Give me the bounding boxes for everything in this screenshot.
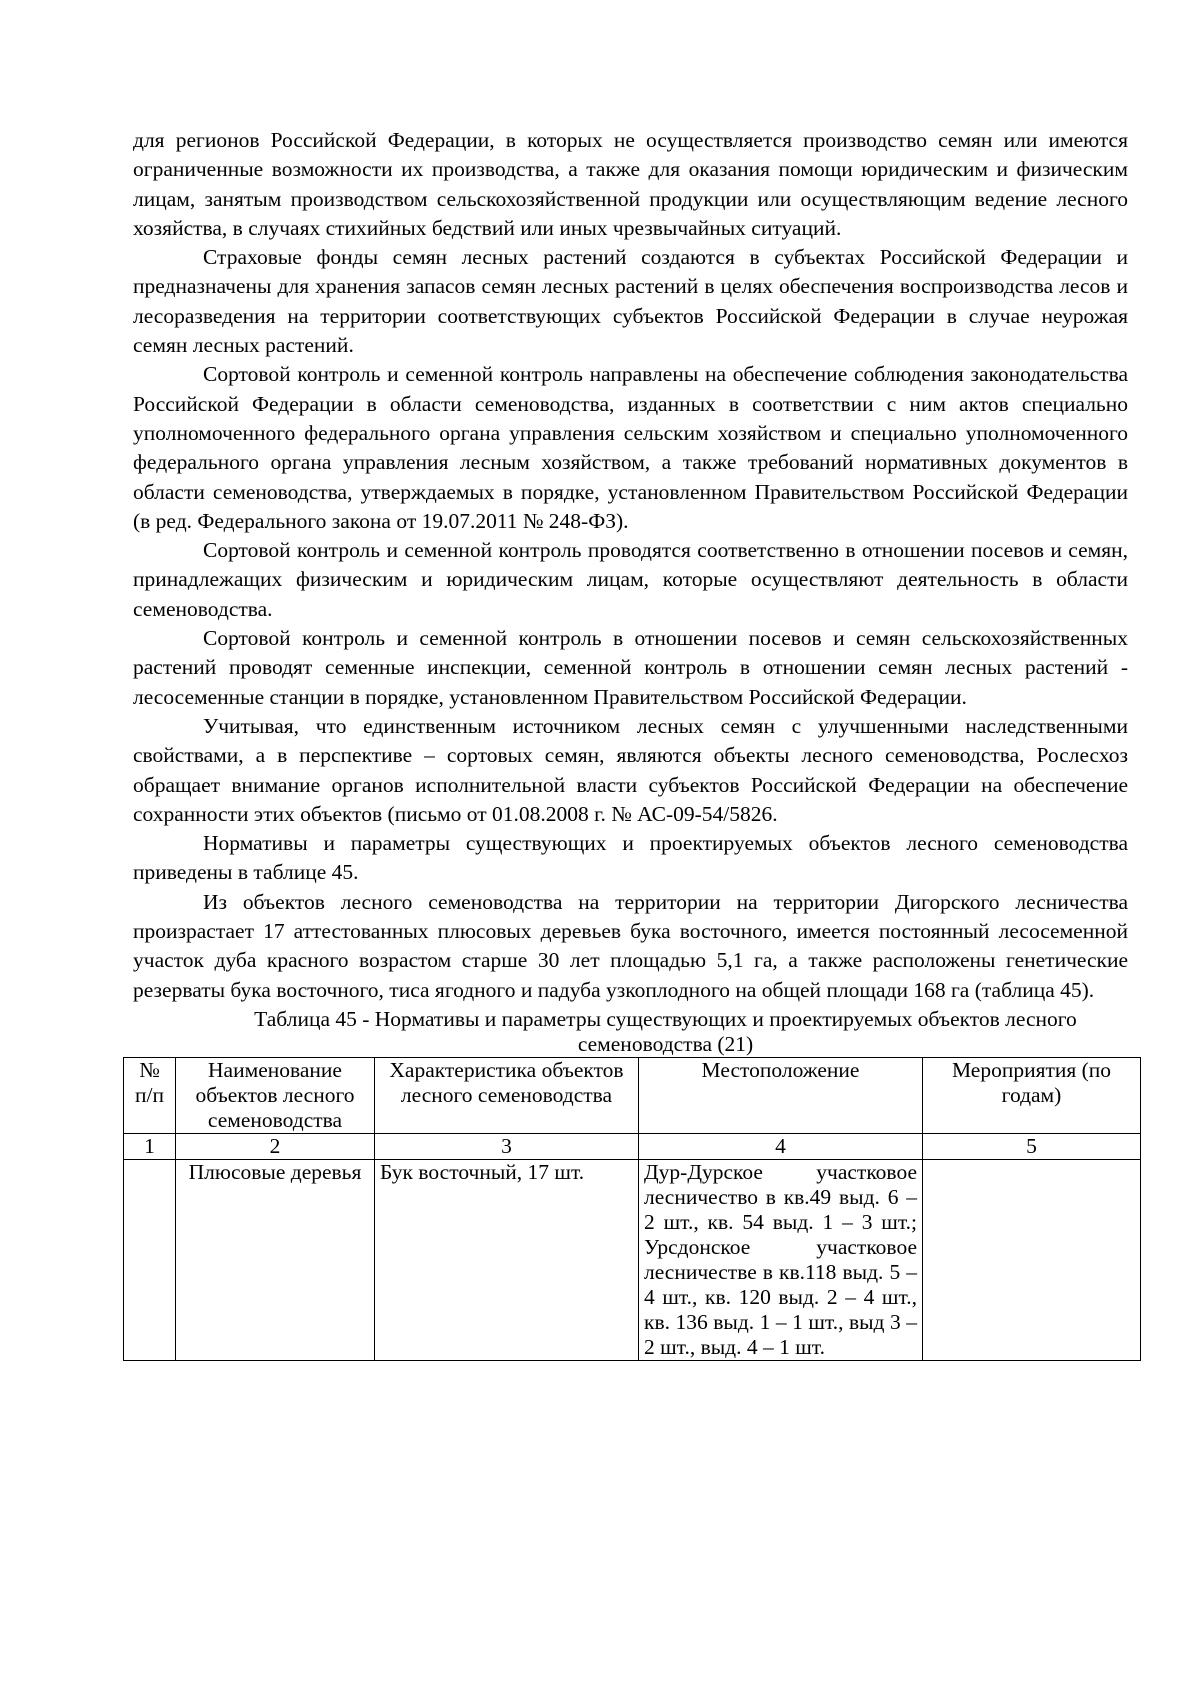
paragraph-6: Учитывая, что единственным источником лесных семян с улучшенными наследственными свойствами, а в перспективе – сортовых семян, являются объекты лесного семеноводства, Рослесхоз обращает внимание органов исполнительной власти субъектов Российской Федерации на обеспечение сохранности этих объектов (письмо от 01.08.2008 г. № АС-09-54/5826. (133, 713, 1128, 826)
column-number-row (124, 1133, 1141, 1159)
paragraph-1: для регионов Российской Федерации, в которых не осуществляется производство семян или имеются ограниченные возможности их производства, а также для оказания помощи юридическим и физическим лицам, занятым производством сельскохозяйственной продукции или осуществляющим ведение лесного хозяйства, в случаях стихийных бедствий или иных чрезвычайных ситуаций. (133, 128, 1128, 240)
paragraph-2: Страховые фонды семян лесных растений создаются в субъектах Российской Федерации и предназначены для хранения запасов семян лесных растений в целях обеспечения воспроизводства лесов и лесоразведения на территории соответствующих субъектов Российской Федерации в случае неурожая семян лесных растений. (133, 245, 1128, 358)
column-number: 4 (639, 1133, 923, 1159)
header-name: Наименование объектов лесного семеноводства (176, 1057, 375, 1133)
paragraph-3: Сортовой контроль и семенной контроль направлены на обеспечение соблюдения законодательства Российской Федерации в области семеноводства, изданных в соответствии с ним актов специально уполномоченного федерального органа управления сельским хозяйством и специально уполномоченного федерального органа управления лесным хозяйством, а также требований нормативных документов в области семеноводства, утверждаемых в порядке, установленном Правительством Российской Федерации (в ред. Федерального закона от 19.07.2011 № 248-ФЗ). (133, 362, 1128, 533)
seed-objects-table (123, 1057, 1141, 1361)
body-text (133, 126, 1128, 1005)
table-caption: Таблица 45 - Нормативы и параметры существующих и проектируемых объектов лесного семеноводства (21) (254, 1006, 1077, 1056)
table-header-row (124, 1057, 1141, 1133)
paragraph-5: Сортовой контроль и семенной контроль в отношении посевов и семян сельскохозяйственных растений проводят семенные инспекции, семенной контроль в отношении семян лесных растений - лесосеменные станции в порядке, установленном Правительством Российской Федерации. (133, 626, 1128, 709)
paragraph-4: Сортовой контроль и семенной контроль проводятся соответственно в отношении посевов и семян, принадлежащих физическим и юридическим лицам, которые осуществляют деятельность в области семеноводства. (133, 538, 1128, 621)
paragraph-7: Нормативы и параметры существующих и проектируемых объектов лесного семеноводства приведены в таблице 45. (133, 831, 1128, 885)
header-num: № п/п (124, 1057, 176, 1133)
header-characteristic: Характеристика объектов лесного семеноводства (375, 1057, 639, 1133)
header-measures: Мероприятия (по годам) (923, 1057, 1141, 1133)
cell-location: Дур-Дурское участковое лесничество в кв.49 выд. 6 – 2 шт., кв. 54 выд. 1 – 3 шт.; Урсдонское участковое лесничестве в кв.118 выд. 5 – 4 шт., кв. 120 выд. 2 – 4 шт., кв. 136 выд. 1 – 1 шт., выд 3 – 2 шт., выд. 4 – 1 шт. (639, 1159, 923, 1360)
column-number: 5 (923, 1133, 1141, 1159)
cell-name: Плюсовые деревья (176, 1159, 375, 1360)
cell-characteristic: Бук восточный, 17 шт. (375, 1159, 639, 1360)
header-location: Местоположение (639, 1057, 923, 1133)
table-row (124, 1159, 1141, 1360)
column-number: 2 (176, 1133, 375, 1159)
column-number: 3 (375, 1133, 639, 1159)
cell-measures (923, 1159, 1141, 1360)
cell-num (124, 1159, 176, 1360)
paragraph-8: Из объектов лесного семеноводства на территории на территории Дигорского лесничества произрастает 17 аттестованных плюсовых деревьев бука восточного, имеется постоянный лесосеменной участок дуба красного возрастом старше 30 лет площадью 5,1 га, а также расположены генетические резерваты бука восточного, тиса ягодного и падуба узкоплодного на общей площади 168 га (таблица 45). (133, 889, 1128, 1002)
column-number: 1 (124, 1133, 176, 1159)
